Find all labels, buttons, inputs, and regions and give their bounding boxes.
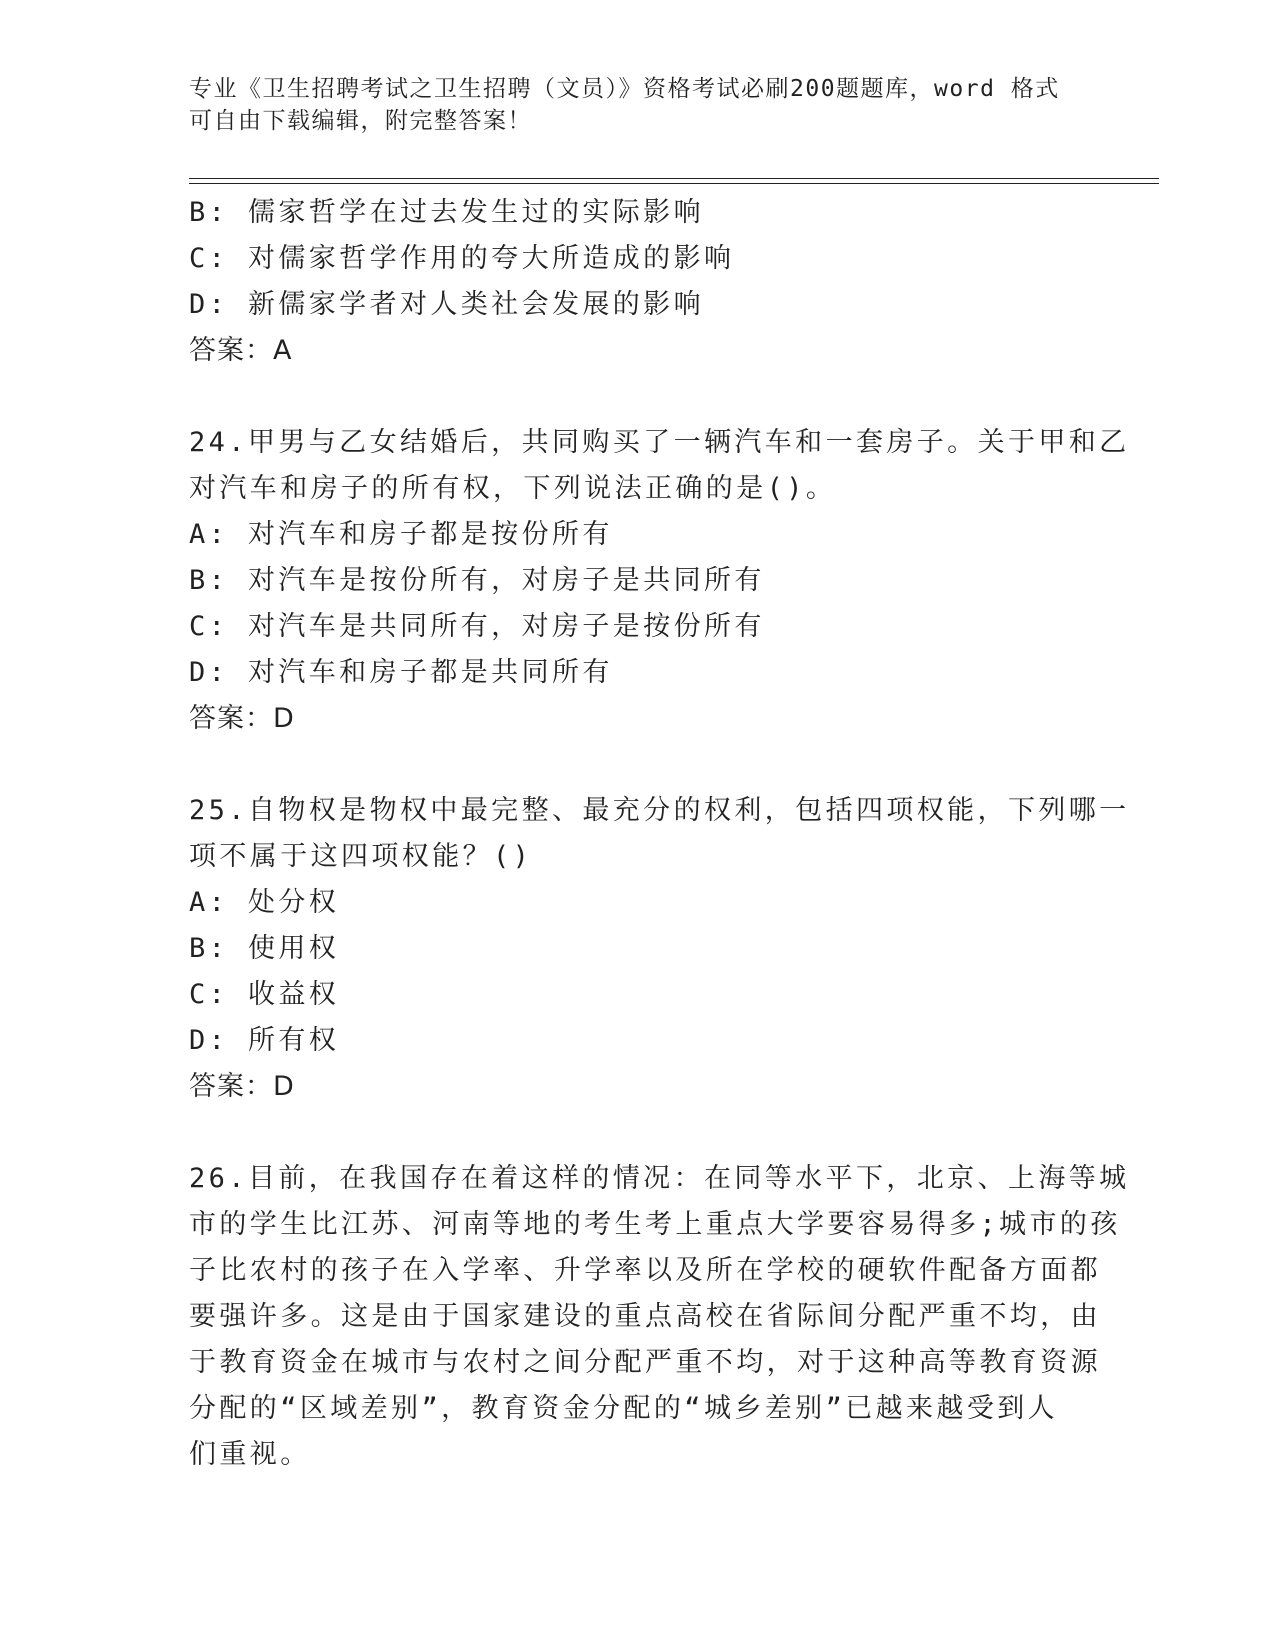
header-title-line-1: 专业《卫生招聘考试之卫生招聘（文员）》资格考试必刷200题题库，word 格式 — [189, 76, 1060, 102]
option-d: D: 所有权 — [189, 1025, 340, 1056]
option-d: D: 新儒家学者对人类社会发展的影响 — [189, 289, 704, 320]
option-b: B: 对汽车是按份所有，对房子是共同所有 — [189, 565, 765, 596]
question-24 — [189, 420, 1130, 742]
document-header — [189, 73, 1089, 137]
answer-line: 答案：A — [189, 335, 293, 366]
question-stem-line: 分配的“区域差别”，教育资金分配的“城乡差别”已越来越受到人 — [189, 1393, 1059, 1424]
question-stem-line: 项不属于这四项权能？() — [189, 841, 533, 872]
option-a: A: 处分权 — [189, 887, 340, 918]
option-c: C: 收益权 — [189, 979, 340, 1010]
header-divider-bottom — [189, 183, 1159, 184]
option-a: A: 对汽车和房子都是按份所有 — [189, 519, 613, 550]
spacer — [189, 1110, 1079, 1156]
header-title-line-2: 可自由下载编辑，附完整答案！ — [189, 108, 532, 134]
question-25 — [189, 788, 1130, 1110]
question-23 — [189, 190, 1079, 374]
question-stem-line: 25.自物权是物权中最完整、最充分的权利，包括四项权能，下列哪一 — [189, 795, 1130, 826]
option-b: B: 儒家哲学在过去发生过的实际影响 — [189, 197, 704, 228]
question-list — [189, 190, 1130, 1478]
option-c: C: 对儒家哲学作用的夸大所造成的影响 — [189, 243, 735, 274]
question-stem-line: 于教育资金在城市与农村之间分配严重不均，对于这种高等教育资源 — [189, 1347, 1101, 1378]
spacer — [189, 742, 1079, 788]
answer-line: 答案：D — [189, 703, 295, 734]
question-stem-line: 26.目前，在我国存在着这样的情况：在同等水平下，北京、上海等城 — [189, 1163, 1130, 1194]
option-b: B: 使用权 — [189, 933, 340, 964]
question-stem-line: 子比农村的孩子在入学率、升学率以及所在学校的硬软件配备方面都 — [189, 1255, 1101, 1286]
answer-line: 答案：D — [189, 1071, 295, 1102]
question-stem-line: 要强许多。这是由于国家建设的重点高校在省际间分配严重不均，由 — [189, 1301, 1101, 1332]
question-stem-line: 们重视。 — [189, 1439, 311, 1470]
question-26 — [189, 1156, 1130, 1478]
question-stem-line: 24.甲男与乙女结婚后，共同购买了一辆汽车和一套房子。关于甲和乙 — [189, 427, 1130, 458]
question-stem-line: 市的学生比江苏、河南等地的考生考上重点大学要容易得多;城市的孩 — [189, 1209, 1121, 1240]
option-c: C: 对汽车是共同所有，对房子是按份所有 — [189, 611, 765, 642]
question-stem-line: 对汽车和房子的所有权，下列说法正确的是()。 — [189, 473, 837, 504]
spacer — [189, 374, 1079, 420]
option-d: D: 对汽车和房子都是共同所有 — [189, 657, 613, 688]
header-divider-top — [189, 178, 1159, 179]
